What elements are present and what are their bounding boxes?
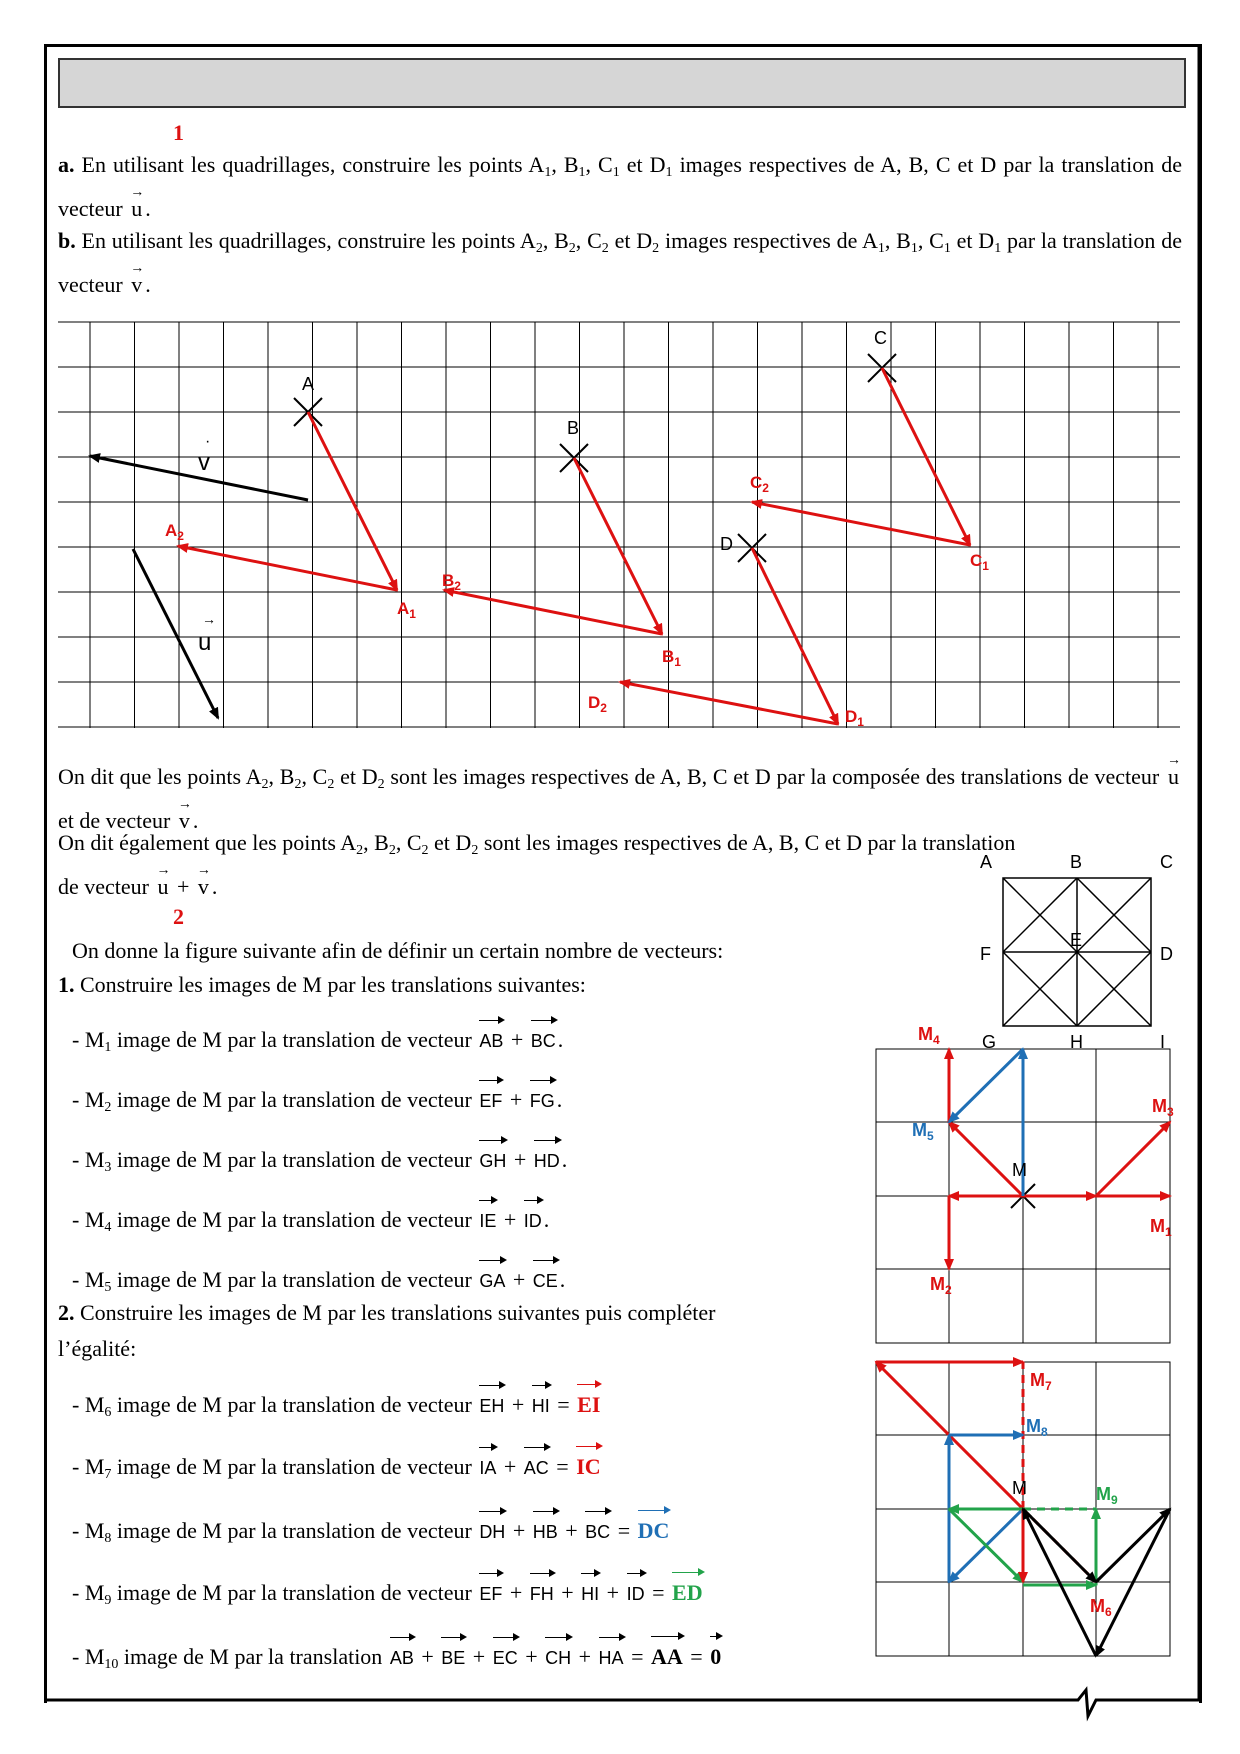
svg-text:I: I bbox=[1160, 1032, 1166, 1052]
svg-text:G: G bbox=[982, 1032, 997, 1052]
svg-text:D1: $D_1$ bbox=[845, 707, 864, 729]
svg-text:M: M bbox=[1012, 1160, 1027, 1180]
svg-text:M4: $M_4$ bbox=[918, 1024, 940, 1047]
svg-text:A: A bbox=[980, 852, 993, 872]
svg-text:M5: $M_5$ bbox=[912, 1120, 934, 1143]
svg-text:M8: $M_8$ bbox=[1026, 1416, 1048, 1439]
item-M8: - $M_8$ image de M par la translation de vecteur DH + HB + BC = DC bbox=[72, 1506, 671, 1547]
point-C-label: C bbox=[874, 328, 887, 348]
svg-text:B2: $B_2$ bbox=[442, 571, 461, 593]
reference-square bbox=[1003, 878, 1151, 1026]
exercise-1-number: 1 bbox=[173, 120, 184, 145]
exercise-1-conclusion-3: de vecteur u → + v → . bbox=[58, 868, 217, 900]
item-M6: - $M_6$ image de M par la translation de vecteur EH + HI = EI bbox=[72, 1380, 602, 1421]
item-M4: - $M_4$ image de M par la translation de vecteur IE + ID. bbox=[72, 1196, 549, 1236]
point-D-label: D bbox=[720, 534, 733, 554]
exercise-2-question-1: 1. Construire les images de M par les translations suivantes: bbox=[58, 972, 586, 997]
svg-text:C1: $C_1$ bbox=[970, 551, 989, 573]
svg-text:M1: $M_1$ bbox=[1150, 1216, 1172, 1239]
svg-text:A2: $A_2$ bbox=[165, 521, 184, 543]
item-M9: - $M_9$ image de M par la translation de vecteur EF + FH + HI + ID = ED bbox=[72, 1568, 705, 1609]
vector-u-label: u bbox=[198, 629, 212, 656]
svg-text:M2: $M_2$ bbox=[930, 1274, 952, 1297]
exercise-2-question-2-cont: l’égalité: bbox=[58, 1336, 137, 1361]
svg-text:B1: $B_1$ bbox=[662, 647, 681, 669]
exercise-2-number: 2 bbox=[173, 904, 184, 929]
exercise-1-conclusion-1: On dit que les points $A_2$, $B_2$, $C_2$ et $D_2$ sont les images respectives de A, B, C et D par la composée des translations de vecteur u → et de vecteur v → . bbox=[58, 752, 1182, 840]
svg-text:A1: $A_1$ bbox=[397, 599, 416, 621]
item-M5: - $M_5$ image de M par la translation de vecteur GA + CE. bbox=[72, 1256, 565, 1296]
svg-text:B: B bbox=[1070, 852, 1083, 872]
svg-text:C2: $C_2$ bbox=[750, 473, 769, 495]
svg-text:M: M bbox=[1012, 1478, 1027, 1498]
svg-text:M6: $M_6$ bbox=[1090, 1596, 1112, 1619]
svg-text:D: D bbox=[1160, 944, 1173, 964]
item-M1: - $M_1$ image de M par la translation de vecteur AB + BC. bbox=[72, 1016, 563, 1056]
exercise-1-question-b: b. En utilisant les quadrillages, construire les points $A_2$, $B_2$, $C_2$ et $D_2$ images respectives de $A_1$, $B_1$, $C_1$ et $D_1$ par la translation de vecteur v → . bbox=[58, 222, 1182, 304]
svg-text:E: E bbox=[1070, 930, 1083, 950]
svg-text:H: H bbox=[1070, 1032, 1083, 1052]
svg-text:M3: $M_3$ bbox=[1152, 1096, 1174, 1119]
exercise-1-conclusion-2: On dit également que les points $A_2$, $B_2$, $C_2$ et $D_2$ sont les images respectives de A, B, C et D par la translation bbox=[58, 830, 1016, 858]
svg-text:D2: $D_2$ bbox=[588, 693, 607, 715]
vector-u-arrowmark: → bbox=[202, 611, 216, 627]
svg-text:F: F bbox=[980, 944, 991, 964]
item-M3: - $M_3$ image de M par la translation de vecteur GH + HD. bbox=[72, 1136, 567, 1176]
item-M2: - $M_2$ image de M par la translation de vecteur EF + FG. bbox=[72, 1076, 562, 1116]
svg-text:M9: $M_9$ bbox=[1096, 1484, 1118, 1507]
vector-v-label: v bbox=[198, 449, 210, 476]
exercise-2-question-2: 2. Construire les images de M par les translations suivantes puis compléter bbox=[58, 1300, 716, 1325]
point-B-label: B bbox=[567, 418, 580, 438]
exercise-2-intro: On donne la figure suivante afin de définir un certain nombre de vecteurs: bbox=[72, 938, 724, 963]
point-A-label: A bbox=[302, 374, 315, 394]
svg-text:C: C bbox=[1160, 852, 1173, 872]
item-M10: - $M_{10}$ image de M par la translation AB + BE + EC + CH + HA = AA = 0 bbox=[72, 1632, 723, 1673]
exercise-1-question-a: a. En utilisant les quadrillages, construire les points $A_1$, $B_1$, $C_1$ et $D_1$ images respectives de A, B, C et D par la translation de vecteur u → . bbox=[58, 146, 1182, 228]
vector-v-dot: · bbox=[205, 433, 211, 450]
svg-text:M7: $M_7$ bbox=[1030, 1370, 1052, 1393]
item-M7: - $M_7$ image de M par la translation de vecteur IA + AC = IC bbox=[72, 1442, 603, 1483]
